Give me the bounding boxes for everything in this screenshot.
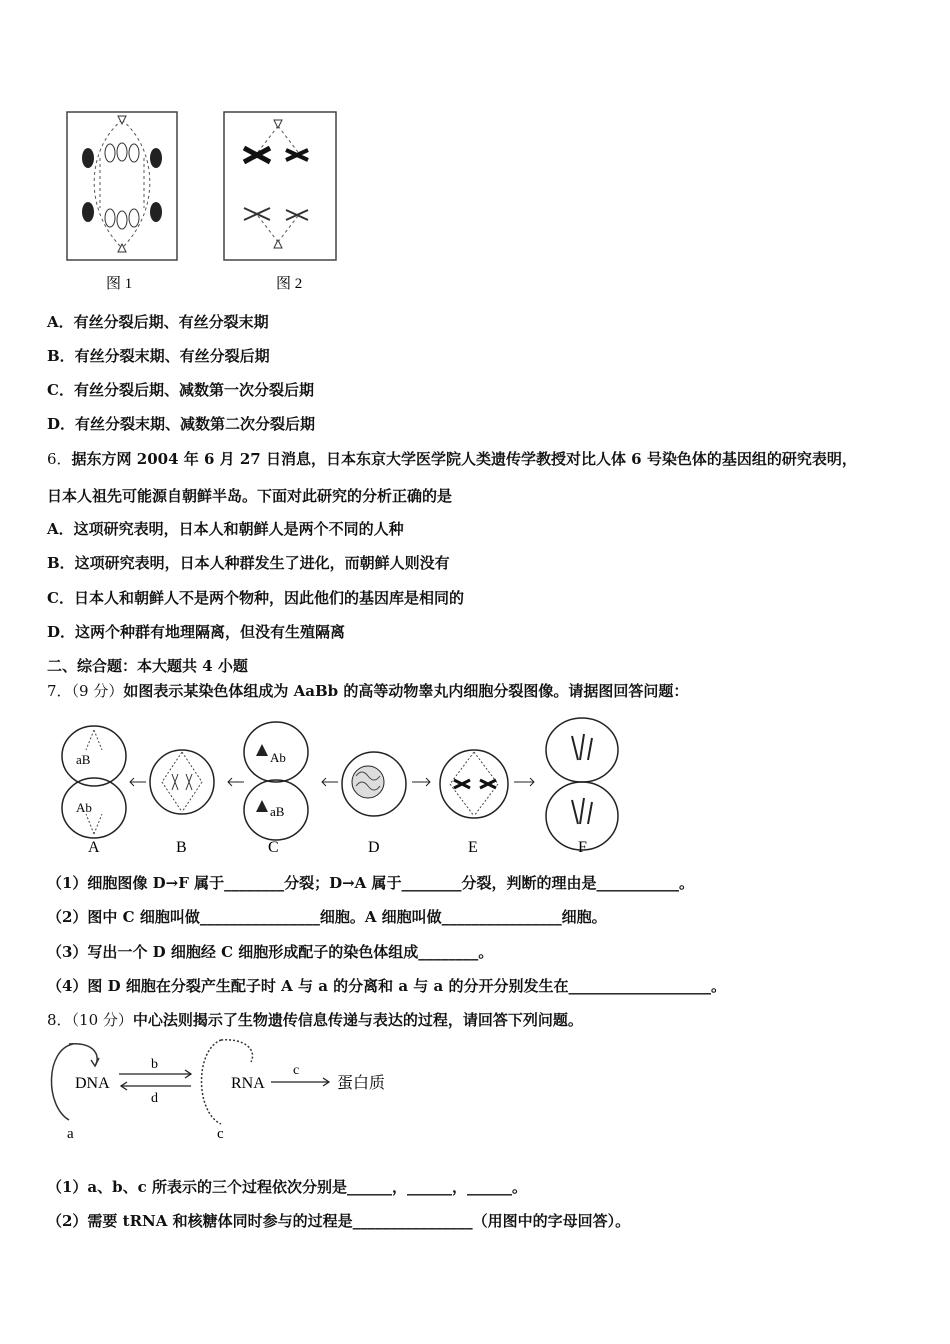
cell-b bbox=[150, 750, 214, 814]
cell-c bbox=[244, 722, 308, 840]
q7-sub-3: （3）写出一个 D 细胞经 C 细胞形成配子的染色体组成________。 bbox=[47, 943, 494, 961]
figure-2 bbox=[224, 112, 336, 260]
rna-label: RNA bbox=[231, 1075, 265, 1092]
q8-number: 8． bbox=[47, 1011, 72, 1029]
cell-label-f: F bbox=[578, 839, 587, 856]
cell-label-c: C bbox=[268, 839, 279, 856]
process-d-label: d bbox=[151, 1091, 158, 1106]
figure-2-label: 图 2 bbox=[276, 276, 303, 292]
q8-sub-1: （1）a、b、c 所表示的三个过程依次分别是______，______，______。 bbox=[47, 1178, 528, 1196]
q7-cell-figure bbox=[50, 712, 630, 860]
cell-a-bottom-genes: Ab bbox=[76, 800, 92, 815]
cell-a-top-genes: aB bbox=[76, 752, 91, 767]
q7-sub-1: （1）细胞图像 D→F 属于________分裂；D→A 属于________分裂，判断的理由是___________。 bbox=[47, 874, 695, 892]
cell-label-a: A bbox=[88, 839, 100, 856]
q8-stem-text: 中心法则揭示了生物遗传信息传递与表达的过程，请回答下列问题。 bbox=[132, 1011, 583, 1029]
q6-stem-line1 bbox=[47, 449, 857, 469]
q7-score: （9 分） bbox=[71, 682, 124, 700]
cell-label-b: B bbox=[176, 839, 187, 856]
section2-title: 二、综合题：本大题共 4 小题 bbox=[47, 657, 248, 675]
central-dogma-diagram bbox=[45, 1036, 405, 1146]
cell-c-top-genes: Ab bbox=[270, 750, 286, 765]
dna-label: DNA bbox=[75, 1075, 110, 1092]
process-a-label: a bbox=[67, 1126, 74, 1142]
q6-stem-line2: 日本人祖先可能源自朝鲜半岛。下面对此研究的分析正确的是 bbox=[47, 487, 453, 505]
figure-1-label: 图 1 bbox=[106, 276, 133, 292]
q6-option-b: B．这项研究表明，日本人种群发生了进化，而朝鲜人则没有 bbox=[47, 554, 450, 572]
cell-e bbox=[440, 750, 508, 818]
cell-label-e: E bbox=[468, 839, 478, 856]
q5-option-b: B．有丝分裂末期、有丝分裂后期 bbox=[47, 347, 270, 365]
q8-score: （10 分） bbox=[71, 1011, 133, 1029]
cell-f bbox=[546, 718, 618, 850]
q6-option-d: D．这两个种群有地理隔离，但没有生殖隔离 bbox=[47, 623, 346, 641]
q7-stem-text: 如图表示某染色体组成为 AaBb 的高等动物睾丸内细胞分裂图像。请据图回答问题： bbox=[123, 682, 689, 700]
q8-sub-2: （2）需要 tRNA 和核糖体同时参与的过程是________________（用图中的字母回答）。 bbox=[47, 1212, 631, 1230]
q5-option-d: D．有丝分裂末期、减数第二次分裂后期 bbox=[47, 415, 316, 433]
q7-sub-2: （2）图中 C 细胞叫做________________细胞。A 细胞叫做________________细胞。 bbox=[47, 908, 607, 926]
figure-1 bbox=[67, 112, 177, 260]
cell-a bbox=[62, 726, 126, 838]
q7-sub-4: （4）图 D 细胞在分裂产生配子时 A 与 a 的分离和 a 与 a 的分开分别发生在___________________。 bbox=[47, 977, 726, 995]
protein-label: 蛋白质 bbox=[337, 1075, 386, 1092]
q5-figures bbox=[60, 108, 350, 296]
q6-option-c: C．日本人和朝鲜人不是两个物种，因此他们的基因库是相同的 bbox=[47, 589, 464, 607]
q7-stem bbox=[47, 681, 688, 701]
q7-number: 7． bbox=[47, 682, 72, 700]
q8-stem bbox=[47, 1010, 583, 1030]
q6-number: 6． bbox=[47, 450, 72, 468]
process-c-label: c bbox=[293, 1063, 300, 1078]
cell-c-bottom-genes: aB bbox=[270, 804, 285, 819]
process-c-label-bottom: c bbox=[217, 1126, 224, 1142]
q6-stem-text1: 据东方网 2004 年 6 月 27 日消息，日本东京大学医学院人类遗传学教授对比人体 6 号染色体的基因组的研究表明， bbox=[71, 450, 857, 468]
q5-option-a: A．有丝分裂后期、有丝分裂末期 bbox=[47, 313, 269, 331]
q6-option-a: A．这项研究表明，日本人和朝鲜人是两个不同的人种 bbox=[47, 520, 404, 538]
cell-d bbox=[342, 752, 406, 816]
cell-label-d: D bbox=[368, 839, 380, 856]
q5-option-c: C．有丝分裂后期、减数第一次分裂后期 bbox=[47, 381, 314, 399]
process-b-label: b bbox=[151, 1057, 158, 1072]
